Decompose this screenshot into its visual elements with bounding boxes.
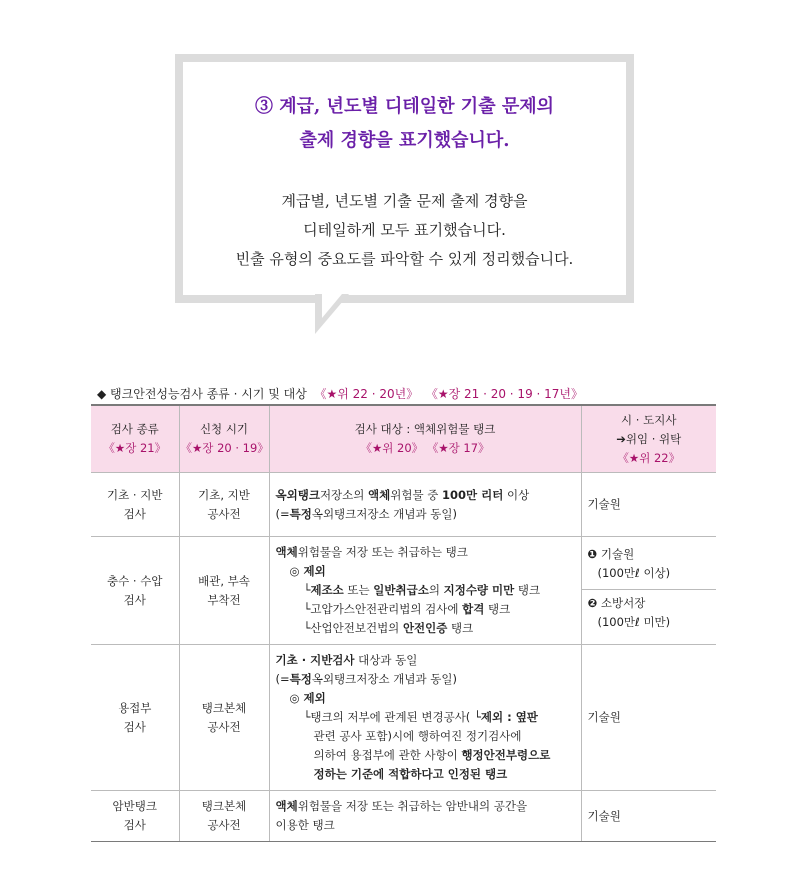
callout-body-1: 계급별, 년도별 기출 문제 출제 경향을 bbox=[281, 192, 528, 210]
authority-option-1: ❶ 기술원 (100만ℓ 이상) bbox=[587, 547, 671, 580]
cell-type: 충수 · 수압 검사 bbox=[91, 537, 179, 645]
cell-authority: 기술원 bbox=[581, 791, 716, 842]
table-title bbox=[97, 385, 583, 402]
header-type: 검사 종류 《★장 21》 bbox=[91, 405, 179, 473]
table-title-tag-2: 《★장 21 · 20 · 19 · 17년》 bbox=[425, 387, 584, 401]
callout-headline-1: ③ 계급, 년도별 디테일한 기출 문제의 bbox=[254, 96, 555, 117]
table-row bbox=[91, 473, 716, 537]
cell-timing: 기초, 지반 공사전 bbox=[179, 473, 269, 537]
cell-timing: 배관, 부속 부착전 bbox=[179, 537, 269, 645]
cell-authority: 기술원 bbox=[581, 473, 716, 537]
cell-authority-split bbox=[581, 537, 716, 645]
header-authority: 시 · 도지사 ➔위임 · 위탁 《★위 22》 bbox=[581, 405, 716, 473]
callout-tail-inner bbox=[322, 294, 342, 318]
cell-target: 액체위험물을 저장 또는 취급하는 탱크 ◎ 제외 └제조소 또는 일반취급소의 지정수량 미만 탱크 └고압가스안전관리법의 검사에 합격 탱크 └산업안전보건법의 안전인증 탱크 bbox=[269, 537, 581, 645]
cell-target: 옥외탱크저장소의 액체위험물 중 100만 리터 이상 (=특정옥외탱크저장소 개념과 동일) bbox=[269, 473, 581, 537]
exclusion-label: ◎ 제외 bbox=[289, 564, 326, 578]
header-target: 검사 대상 : 액체위험물 탱크 《★위 20》 《★장 17》 bbox=[269, 405, 581, 473]
table-title-prefix: ◆ 탱크안전성능검사 종류 · 시기 및 대상 bbox=[97, 387, 307, 401]
table-title-tag-1: 《★위 22 · 20년》 bbox=[314, 387, 419, 401]
table-row bbox=[91, 645, 716, 791]
cell-type: 용접부 검사 bbox=[91, 645, 179, 791]
cell-type: 기초 · 지반 검사 bbox=[91, 473, 179, 537]
cell-target: 기초 · 지반검사 대상과 동일 (=특정옥외탱크저장소 개념과 동일) ◎ 제외 └탱크의 저부에 관계된 변경공사( └제외 : 옆판 관련 공사 포함)시에 행하여진 정기검사에 의하여 용접부에 관한 사항이 행정안전부령으로 정하는 기준에 적합하다고 인정된 탱크 bbox=[269, 645, 581, 791]
cell-authority: 기술원 bbox=[581, 645, 716, 791]
table-row bbox=[91, 537, 716, 645]
callout-headline-2: 출제 경향을 표기했습니다. bbox=[299, 130, 510, 151]
table-row bbox=[91, 791, 716, 842]
authority-option-2: ❷ 소방서장 (100만ℓ 미만) bbox=[582, 589, 717, 640]
exclusion-label: ◎ 제외 bbox=[289, 691, 326, 705]
inspection-table bbox=[91, 404, 716, 842]
table-header-row bbox=[91, 405, 716, 473]
cell-type: 암반탱크 검사 bbox=[91, 791, 179, 842]
callout-bubble bbox=[175, 54, 634, 303]
cell-timing: 탱크본체 공사전 bbox=[179, 791, 269, 842]
cell-timing: 탱크본체 공사전 bbox=[179, 645, 269, 791]
cell-target: 액체위험물을 저장 또는 취급하는 암반내의 공간을 이용한 탱크 bbox=[269, 791, 581, 842]
callout-body-2: 디테일하게 모두 표기했습니다. bbox=[303, 221, 506, 239]
header-timing: 신청 시기 《★장 20 · 19》 bbox=[179, 405, 269, 473]
callout-body-3: 빈출 유형의 중요도를 파악할 수 있게 정리했습니다. bbox=[235, 250, 574, 268]
